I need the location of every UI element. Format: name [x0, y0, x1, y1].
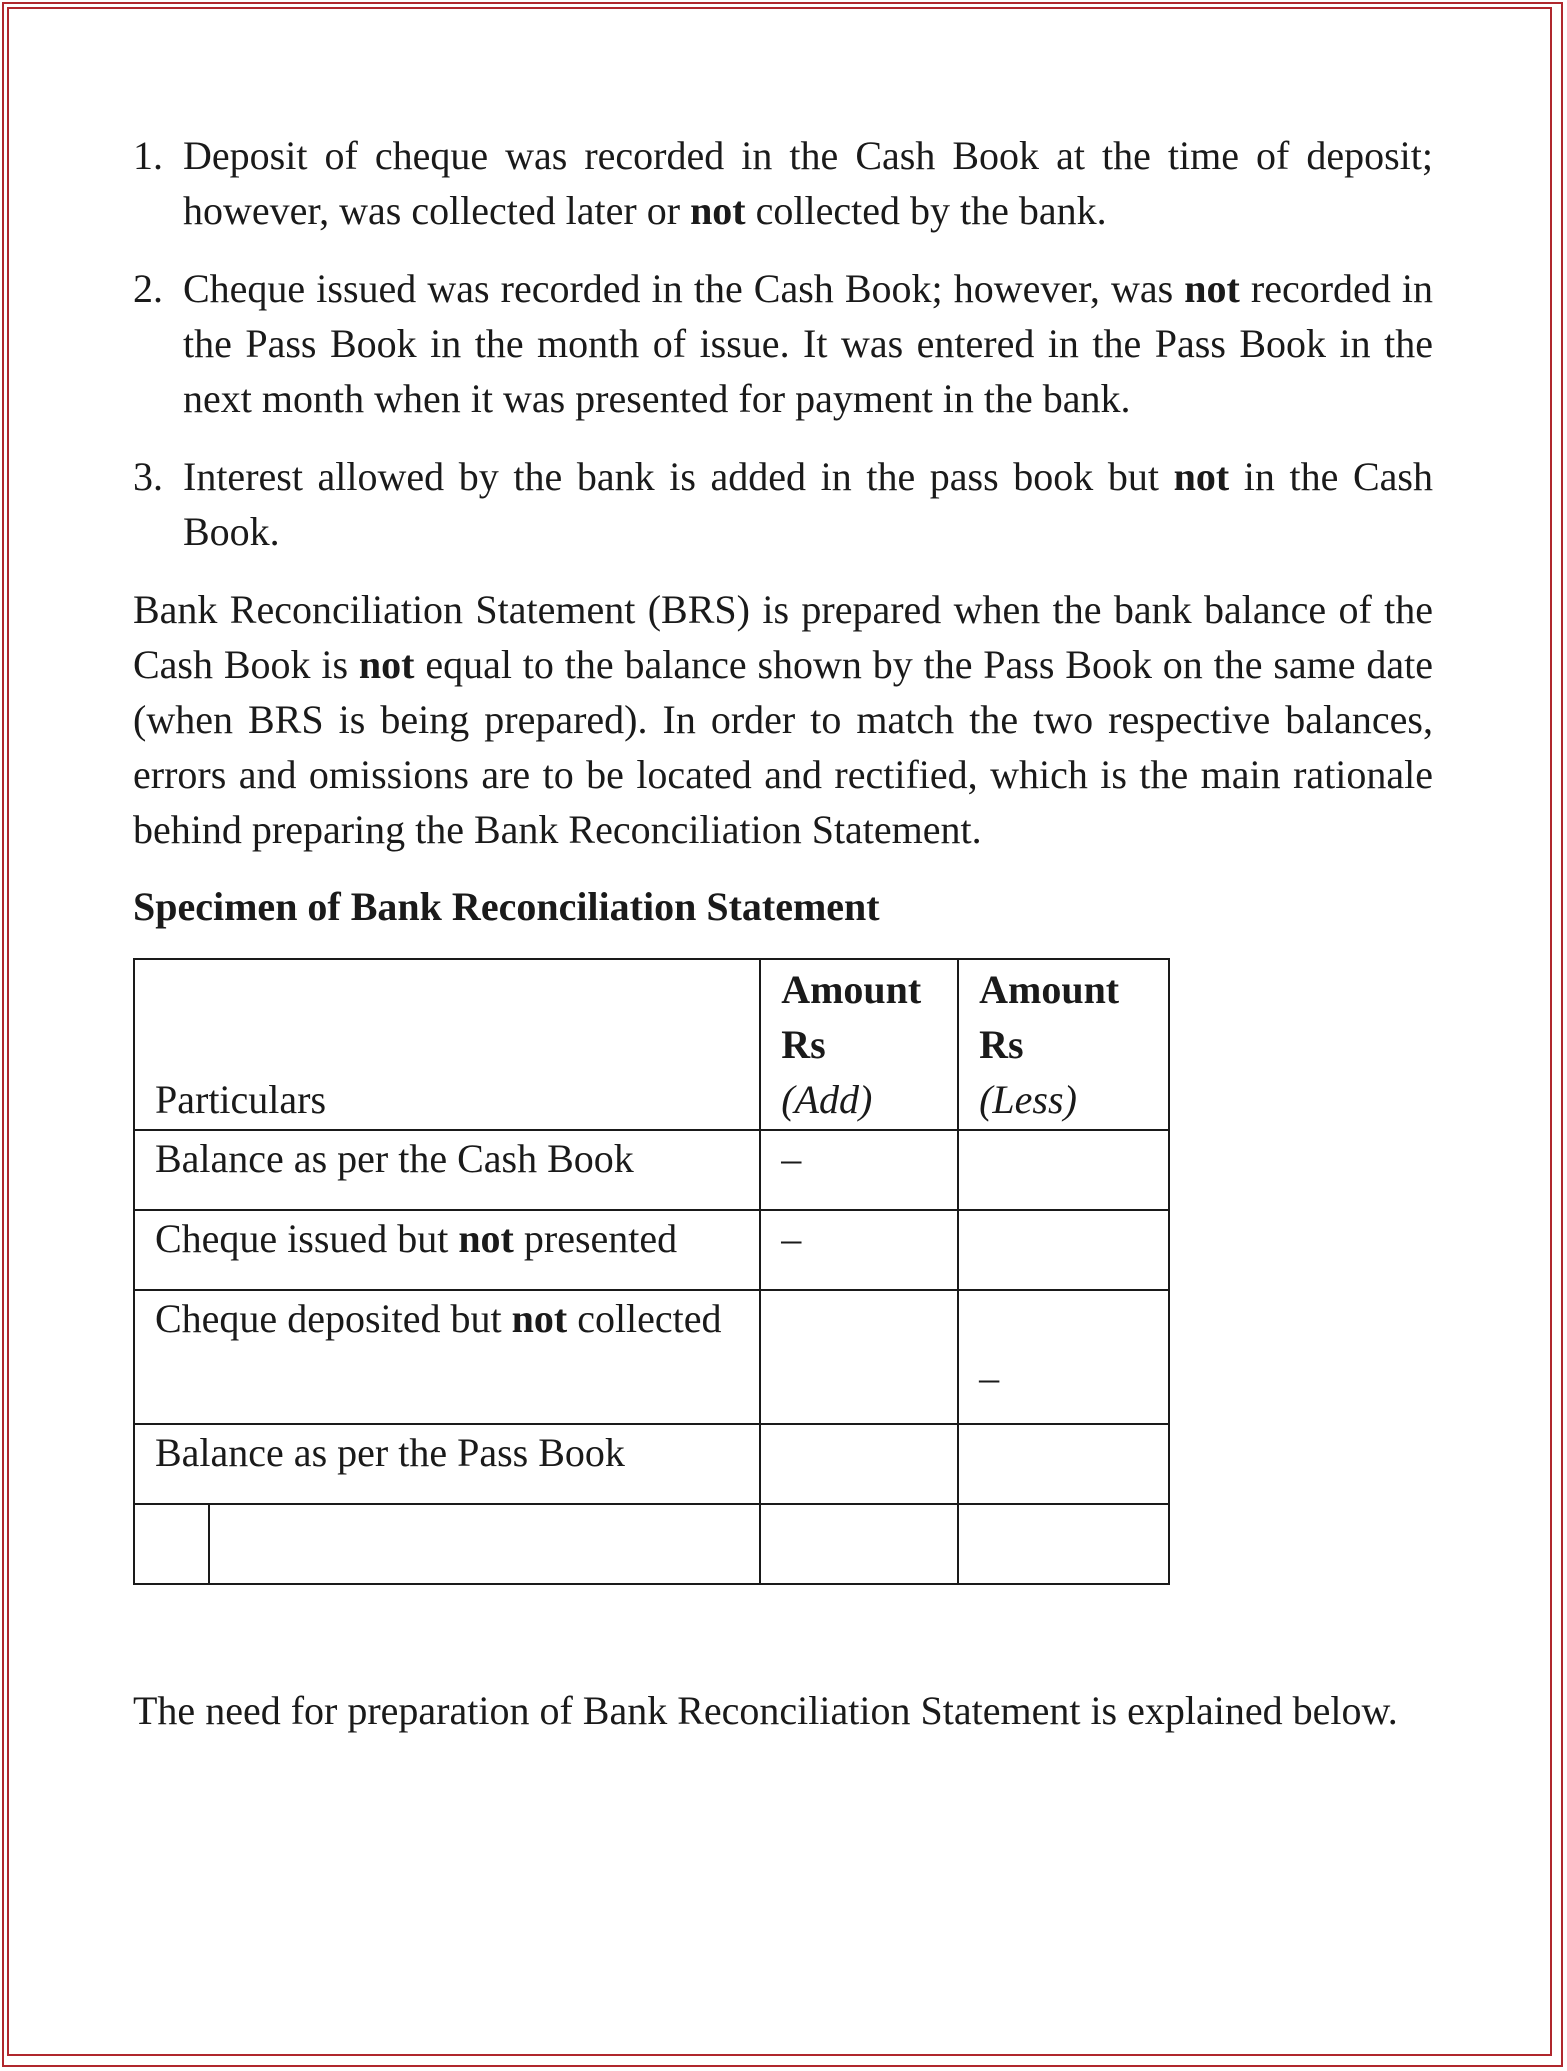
row-less-value: – — [958, 1290, 1169, 1424]
row-less-value — [958, 1210, 1169, 1290]
table-row-empty — [134, 1504, 1169, 1584]
table-row — [134, 1424, 1169, 1504]
list-number: 3. — [133, 454, 163, 499]
table-heading: Specimen of Bank Reconciliation Statement — [133, 884, 880, 929]
brs-specimen-table — [133, 958, 1170, 1585]
row-less-value — [958, 1130, 1169, 1210]
empty-split-cell — [134, 1504, 760, 1584]
header-amount-add: Amount Rs (Add) — [760, 959, 958, 1130]
list-item: 1. Deposit of cheque was recorded in the Cash Book at the time of deposit; however, was collected later or not collected by the bank. — [133, 128, 1433, 238]
row-add-value: – — [760, 1210, 958, 1290]
table-row — [134, 1130, 1169, 1210]
row-add-value — [760, 1424, 958, 1504]
list-item: 2. Cheque issued was recorded in the Cash Book; however, was not recorded in the Pass Book in the month of issue. It was entered in the Pass Book in the next month when it was presented for payment in the bank. — [133, 261, 1433, 426]
row-particulars: Cheque deposited but not collected — [134, 1290, 760, 1424]
brs-explanation-paragraph: Bank Reconciliation Statement (BRS) is prepared when the bank balance of the Cash Book is not equal to the balance shown by the Pass Book on the same date (when BRS is being prepared). In order to match the two respective balances, errors and omissions are to be located and rectified, which is the main rationale behind preparing the Bank Reconciliation Statement. — [133, 587, 1434, 852]
row-add-value — [760, 1290, 958, 1424]
reasons-list — [133, 128, 1433, 559]
header-amount-less: Amount Rs (Less) — [958, 959, 1169, 1130]
row-less-value — [958, 1424, 1169, 1504]
row-particulars: Cheque issued but not presented — [134, 1210, 760, 1290]
list-item: 3. Interest allowed by the bank is added in the pass book but not in the Cash Book. — [133, 449, 1433, 559]
table-row — [134, 1290, 1169, 1424]
header-particulars: Particulars — [134, 959, 760, 1130]
empty-add-cell — [760, 1504, 958, 1584]
page-content — [133, 128, 1433, 1738]
row-add-value: – — [760, 1130, 958, 1210]
table-row — [134, 1210, 1169, 1290]
row-particulars: Balance as per the Cash Book — [134, 1130, 760, 1210]
closing-paragraph: The need for preparation of Bank Reconciliation Statement is explained below. — [133, 1688, 1398, 1733]
list-number: 1. — [133, 133, 163, 178]
list-number: 2. — [133, 266, 163, 311]
empty-less-cell — [958, 1504, 1169, 1584]
row-particulars: Balance as per the Pass Book — [134, 1424, 760, 1504]
table-header-row — [134, 959, 1169, 1130]
